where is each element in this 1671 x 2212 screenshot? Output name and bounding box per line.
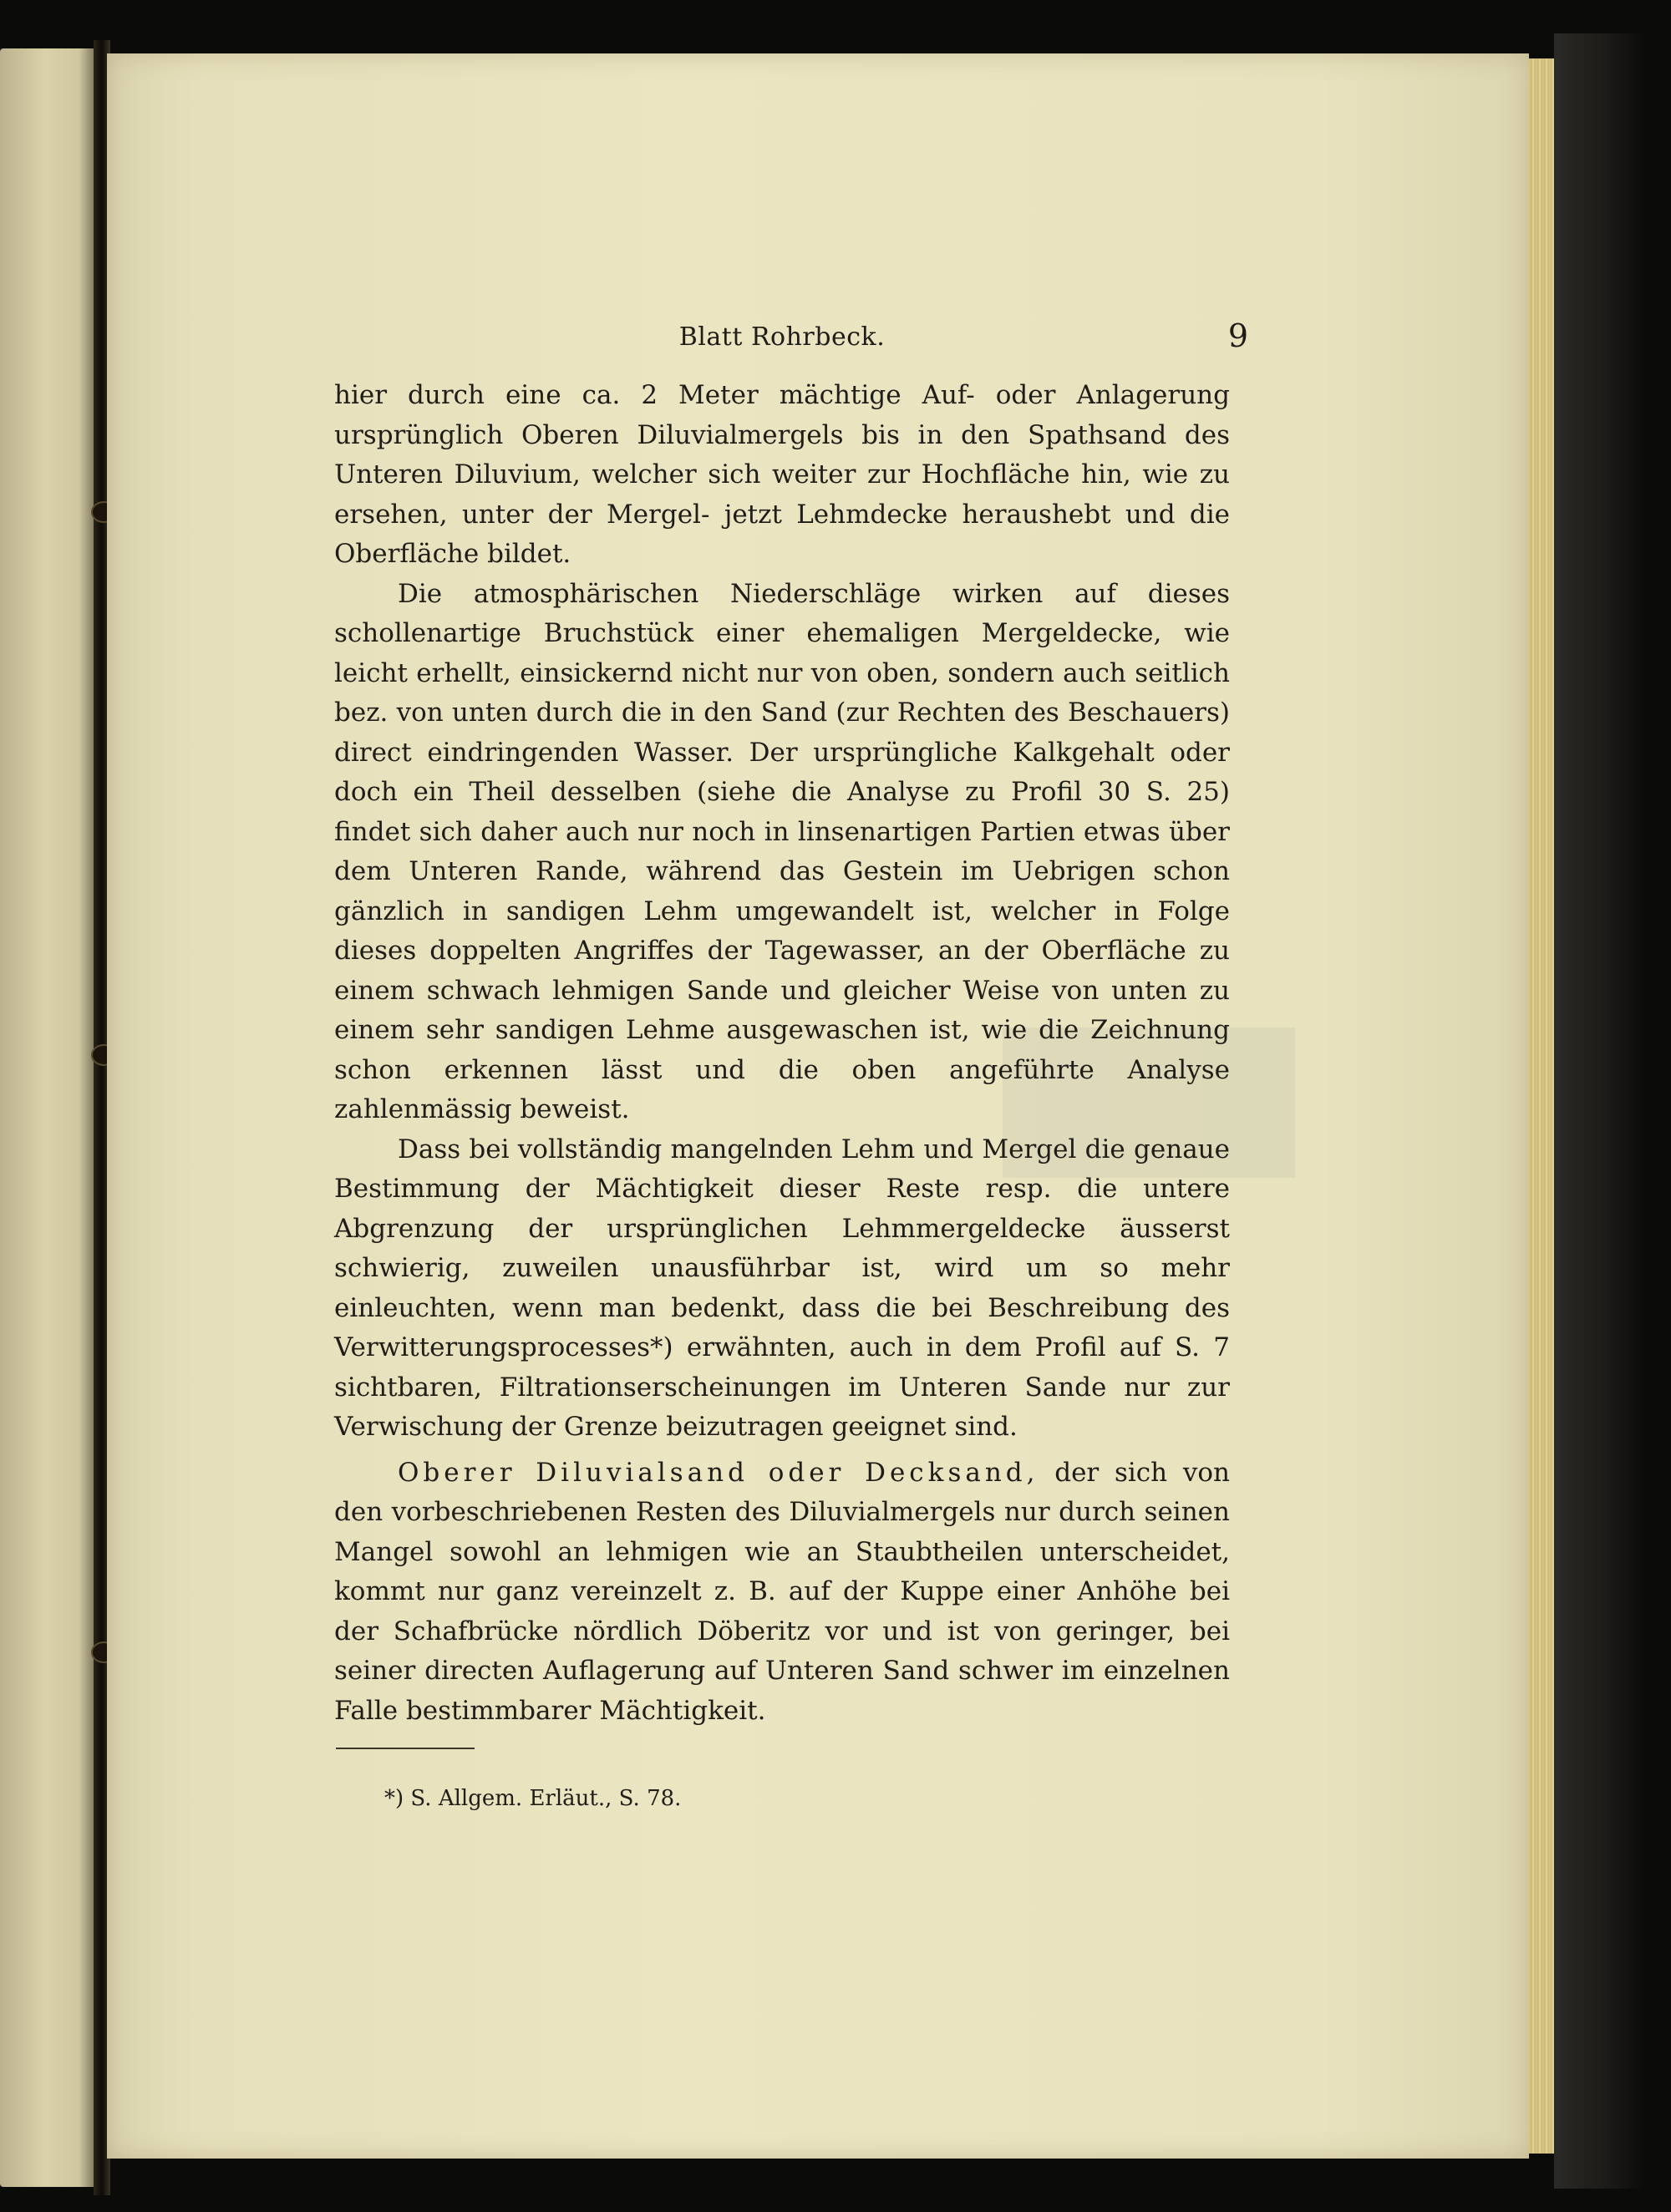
section-paragraph: [334, 1454, 1230, 1732]
page-block-edge: [1529, 58, 1554, 2154]
footnote: *) S. Allgem. Erläut., S. 78.: [384, 1786, 682, 1811]
section-heading: Oberer Diluvialsand oder Decksand,: [398, 1457, 1039, 1488]
page-header: [334, 317, 1248, 368]
book-cover: [1554, 33, 1646, 2189]
body-text: [334, 376, 1230, 1731]
footnote-rule: [336, 1748, 475, 1749]
paragraph: Die atmosphärischen Niederschläge wirken auf dieses schollenartige Bruchstück einer ehemaligen Mergeldecke, wie leicht erhellt, einsickernd nicht nur von oben, sondern auch seitlich bez. von unten durch die in den Sand (zur Rechten des Beschauers) direct eindringenden Wasser. Der ursprüngliche Kalkgehalt oder doch ein Theil desselben (siehe die Analyse zu Profil 30 S. 25) findet sich daher auch nur noch in linsenartigen Partien etwas über dem Unteren Rande, während das Gestein im Uebrigen schon gänzlich in sandigen Lehm umgewandelt ist, welcher in Folge dieses doppelten Angriffes der Tagewasser, an der Oberfläche zu einem schwach lehmigen Sande und gleicher Weise von unten zu einem sehr sandigen Lehme ausgewaschen ist, wie die Zeichnung schon erkennen lässt und die oben angeführte Analyse zahlenmässig beweist.: [334, 578, 1230, 1124]
facing-page-edge: [0, 48, 99, 2187]
paragraph: Dass bei vollständig mangelnden Lehm und Mergel die genaue Bestimmung der Mächtigkeit dieser Reste resp. die untere Abgrenzung der ursprünglichen Lehmmergeldecke äusserst schwierig, zuweilen unausführbar ist, wird um so mehr einleuchten, wenn man bedenkt, dass die bei Beschreibung des Verwitterungsprocesses*) erwähnten, auch in dem Profil auf S. 7 sichtbaren, Filtrationserscheinungen im Unteren Sande nur zur Verwischung der Grenze beizutragen geeignet sind.: [334, 1134, 1230, 1442]
page-number: 9: [1227, 317, 1248, 354]
section-text: der sich von den vorbeschriebenen Resten des Diluvialmergels nur durch seinen Mangel sowohl an lehmigen wie an Staubtheilen unterscheidet, kommt nur ganz vereinzelt z. B. auf der Kuppe einer Anhöhe bei der Schafbrücke nördlich Döberitz vor und ist von geringer, bei seiner directen Auflagerung auf Unteren Sand schwer im einzelnen Falle bestimmbarer Mächtigkeit.: [334, 1457, 1230, 1726]
paragraph: hier durch eine ca. 2 Meter mächtige Auf- oder Anlagerung ursprünglich Oberen Diluvialmergels bis in den Spathsand des Unteren Diluvium, welcher sich weiter zur Hochfläche hin, wie zu ersehen, unter der Mergel- jetzt Lehmdecke heraushebt und die Oberfläche bildet.: [334, 380, 1230, 569]
running-title: Blatt Rohrbeck.: [678, 322, 886, 352]
